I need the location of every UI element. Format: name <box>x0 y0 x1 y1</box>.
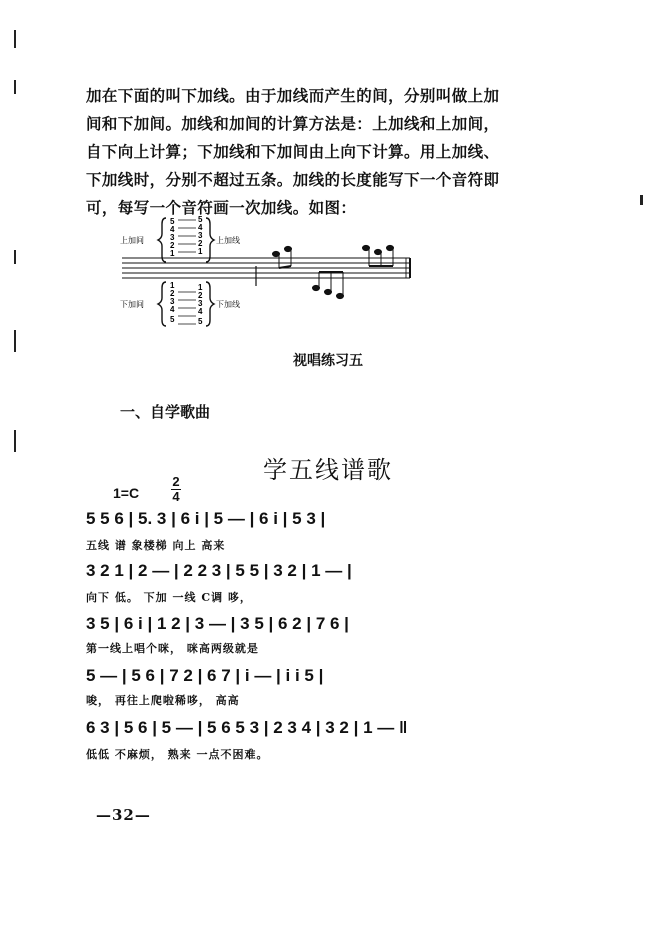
subsection-heading: 一、自学歌曲 <box>120 403 211 421</box>
lower-right-number: 4 <box>198 307 203 316</box>
body-paragraph <box>86 82 586 222</box>
time-signature <box>171 475 181 504</box>
lyrics-row: 五线 谱 象楼梯 向上 高来 <box>86 539 226 552</box>
upper-left-number: 5 <box>170 217 175 226</box>
key-signature: 1=C <box>113 485 140 501</box>
notation-row: 5 — | 5 6 | 7 2 | 6 7 | i — | i i 5 | <box>86 666 324 685</box>
lower-left-number: 3 <box>170 297 175 306</box>
upper-right-number: 5 <box>198 215 203 224</box>
lower-space-label: 下加间 <box>120 300 144 309</box>
lower-line-label: 下加线 <box>216 300 240 309</box>
margin-mark <box>640 195 643 205</box>
upper-right-number: 3 <box>198 231 203 240</box>
time-top: 2 <box>172 474 180 489</box>
margin-mark <box>14 30 16 48</box>
notation-row: 6 3 | 5 6 | 5 — | 5 6 5 3 | 2 3 4 | 3 2 | 1 — ‖ <box>86 718 408 737</box>
upper-line-label: 上加线 <box>216 236 240 245</box>
lower-left-number: 5 <box>170 315 175 324</box>
paragraph-line: 自下向上计算；下加线和下加间由上向下计算。用上加线、 <box>86 142 500 161</box>
lower-right-number: 5 <box>198 317 203 326</box>
upper-left-number: 3 <box>170 233 175 242</box>
notation-row: 3 2 1 | 2 — | 2 2 3 | 5 5 | 3 2 | 1 — | <box>86 561 352 580</box>
lower-right-number: 2 <box>198 291 203 300</box>
upper-right-number: 4 <box>198 223 203 232</box>
lyrics-row: 向下 低。 下加 一线 C调 哆， <box>86 591 252 604</box>
paragraph-line: 间和下加间。加线和加间的计算方法是：上加线和上加间， <box>86 114 500 133</box>
lyrics-row: 低低 不麻烦， 熟来 一点不困难。 <box>86 748 269 761</box>
section-heading: 视唱练习五 <box>293 353 363 369</box>
margin-mark <box>14 330 16 352</box>
lower-left-number: 1 <box>170 281 175 290</box>
upper-right-number: 1 <box>198 247 203 256</box>
song-title: 学五线谱歌 <box>263 456 393 484</box>
lyrics-row: 唆， 再往上爬啦稀哆， 高高 <box>86 694 240 707</box>
upper-right-number: 2 <box>198 239 203 248</box>
upper-space-label: 上加间 <box>120 236 144 245</box>
page-number: —32— <box>96 806 151 824</box>
upper-left-number: 4 <box>170 225 175 234</box>
lyrics-row: 第一线上唱个咪， 咪高两级就是 <box>86 642 259 655</box>
lower-right-number: 3 <box>198 299 203 308</box>
paragraph-line: 加在下面的叫下加线。由于加线而产生的间，分别叫做上加 <box>86 86 500 105</box>
paragraph-line: 下加线时，分别不超过五条。加线的长度能写下一个音符即 <box>86 170 500 189</box>
upper-left-number: 2 <box>170 241 175 250</box>
upper-left-number: 1 <box>170 249 175 258</box>
margin-mark <box>14 250 16 264</box>
paragraph-line: 可，每写一个音符画一次加线。如图： <box>86 198 357 217</box>
staff <box>122 258 410 278</box>
margin-mark <box>14 80 16 94</box>
lower-left-number: 4 <box>170 305 175 314</box>
staff-notes <box>256 245 394 298</box>
time-bottom: 4 <box>172 489 180 504</box>
ledger-line-figure <box>118 210 418 335</box>
margin-mark <box>14 430 16 452</box>
notation-row: 5 5 6 | 5. 3 | 6 i | 5 — | 6 i | 5 3 | <box>86 509 326 528</box>
lower-left-number: 2 <box>170 289 175 298</box>
notation-row: 3 5 | 6 i | 1 2 | 3 — | 3 5 | 6 2 | 7 6 | <box>86 614 349 633</box>
lower-right-number: 1 <box>198 283 203 292</box>
